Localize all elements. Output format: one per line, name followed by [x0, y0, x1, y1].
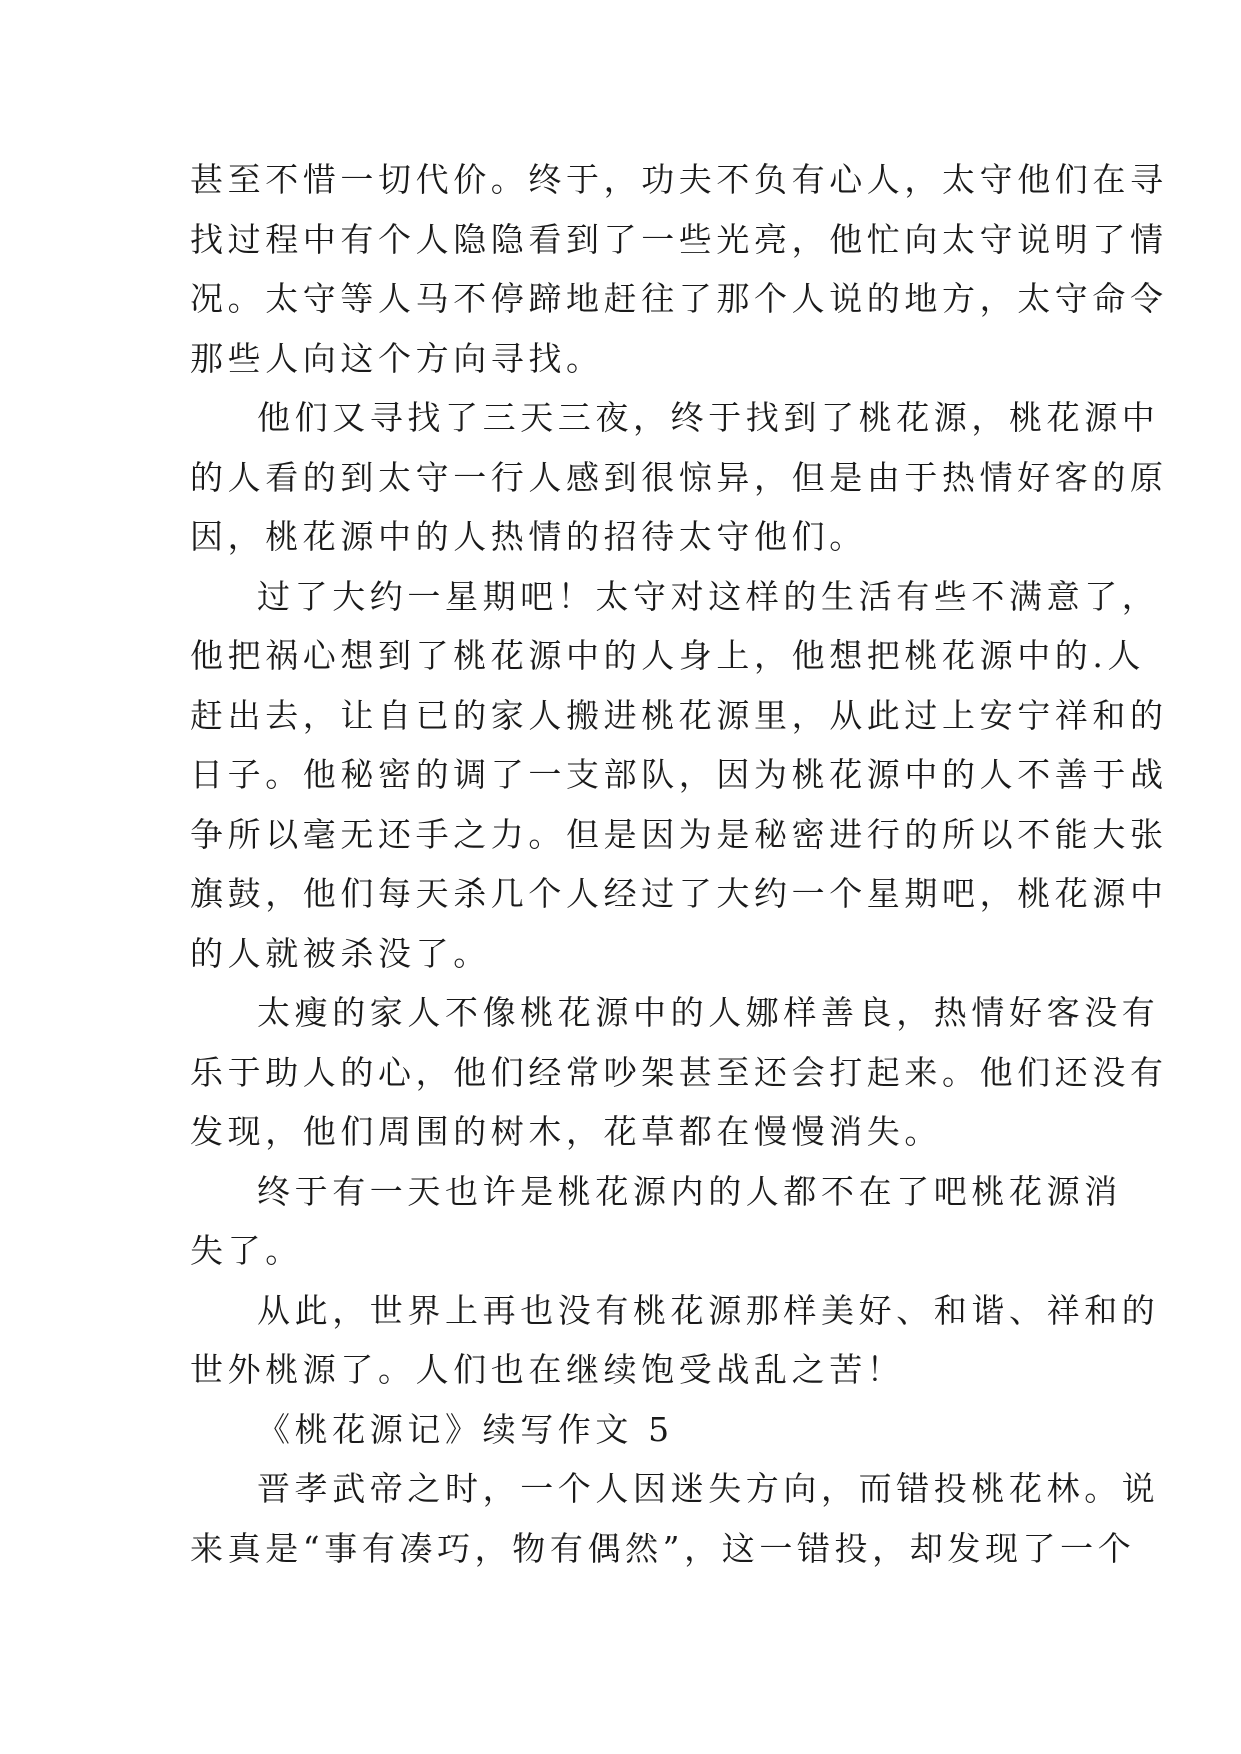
text-line: 日子。他秘密的调了一支部队，因为桃花源中的人不善于战: [190, 755, 1168, 794]
paragraph: [190, 1281, 1160, 1400]
text-line: 从此，世界上再也没有桃花源那样美好、和谐、祥和的: [257, 1290, 1160, 1330]
text-line: 的人就被杀没了。: [190, 933, 491, 973]
paragraph: [190, 983, 1168, 1162]
text-line: 乐于助人的心，他们经常吵架甚至还会打起来。他们还没有: [190, 1052, 1168, 1092]
text-line: 赶出去，让自已的家人搬进桃花源里，从此过上安宁祥和的: [190, 695, 1168, 735]
text-line: 晋孝武帝之时，一个人因迷失方向，而错投桃花林。说: [257, 1469, 1160, 1508]
text-line: 旗鼓，他们每天杀几个人经过了大约一个星期吧，桃花源中: [190, 874, 1168, 913]
text-line: 那些人向这个方向寻找。: [190, 338, 604, 378]
text-line: 发现，他们周围的树木，花草都在慢慢消失。: [190, 1112, 942, 1151]
text-line: 失了。: [190, 1231, 303, 1270]
text-line: 的人看的到太守一行人感到很惊异，但是由于热情好客的原: [190, 457, 1168, 497]
text-line: 太瘦的家人不像桃花源中的人娜样善良，热情好客没有: [257, 993, 1160, 1032]
paragraph: [190, 567, 1168, 984]
text-line: 因，桃花源中的人热情的招待太守他们。: [190, 517, 867, 556]
text-line: 况。太守等人马不停蹄地赶往了那个人说的地方，太守命令: [190, 279, 1168, 318]
text-line: 过了大约一星期吧！太守对这样的生活有些不满意了，: [257, 576, 1160, 616]
text-line: 他们又寻找了三天三夜，终于找到了桃花源，桃花源中: [257, 398, 1160, 437]
text-line: 来真是“事有凑巧，物有偶然”，这一错投，却发现了一个: [190, 1528, 1136, 1568]
text-line: 世外桃源了。人们也在继续饱受战乱之苦！: [190, 1350, 905, 1389]
document-body: [190, 150, 1168, 1578]
section-heading: [190, 1400, 1070, 1460]
heading-line: 《桃花源记》续写作文 5: [257, 1409, 674, 1449]
text-line: 争所以毫无还手之力。但是因为是秘密进行的所以不能大张: [190, 814, 1168, 854]
text-line: 终于有一天也许是桃花源内的人都不在了吧桃花源消: [257, 1171, 1122, 1211]
paragraph: [190, 388, 1168, 567]
text-line: 找过程中有个人隐隐看到了一些光亮，他忙向太守说明了情: [190, 219, 1168, 259]
paragraph: [190, 1162, 1122, 1281]
text-line: 他把祸心想到了桃花源中的人身上，他想把桃花源中的.人: [190, 636, 1146, 675]
paragraph: [190, 1459, 1160, 1578]
text-line: 甚至不惜一切代价。终于，功夫不负有心人，太守他们在寻: [190, 160, 1168, 199]
paragraph: [190, 150, 1168, 388]
